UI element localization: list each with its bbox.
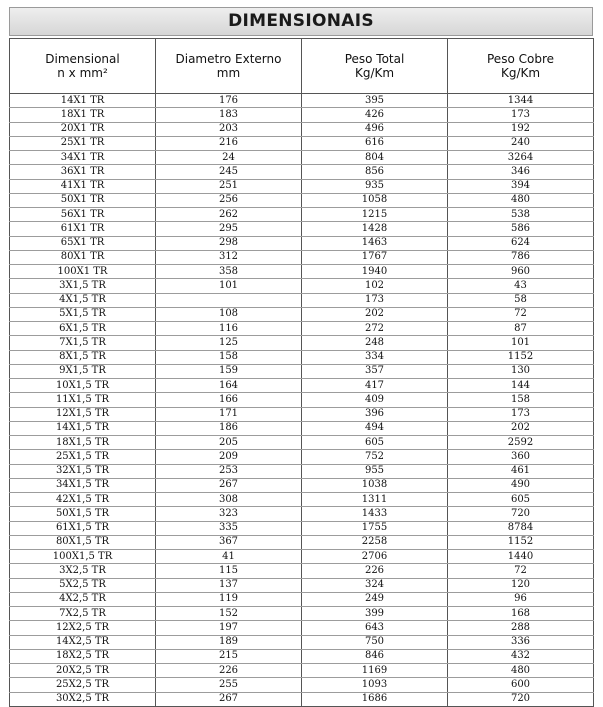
cell-dimensional: 5X2,5 TR: [10, 578, 156, 592]
cell-peso-total: 1428: [302, 222, 448, 236]
table-row: [10, 550, 594, 564]
cell-peso-cobre: 144: [448, 379, 594, 393]
cell-peso-total: 935: [302, 179, 448, 193]
table-row: [10, 236, 594, 250]
cell-dimensional: 25X1,5 TR: [10, 450, 156, 464]
cell-peso-cobre: 173: [448, 407, 594, 421]
cell-peso-total: 357: [302, 364, 448, 378]
table-row: [10, 407, 594, 421]
cell-diametro-externo: 197: [156, 621, 302, 635]
table-row: [10, 322, 594, 336]
table-row: [10, 265, 594, 279]
cell-peso-cobre: 346: [448, 165, 594, 179]
cell-dimensional: 25X2,5 TR: [10, 678, 156, 692]
cell-peso-total: 399: [302, 607, 448, 621]
cell-peso-cobre: 72: [448, 564, 594, 578]
cell-peso-cobre: 1440: [448, 550, 594, 564]
cell-dimensional: 9X1,5 TR: [10, 364, 156, 378]
table-row: [10, 307, 594, 321]
cell-diametro-externo: 245: [156, 165, 302, 179]
table-row: [10, 179, 594, 193]
cell-peso-total: 1463: [302, 236, 448, 250]
cell-peso-cobre: 168: [448, 607, 594, 621]
cell-dimensional: 18X1 TR: [10, 108, 156, 122]
table-row: [10, 649, 594, 663]
cell-peso-total: 426: [302, 108, 448, 122]
cell-dimensional: 3X2,5 TR: [10, 564, 156, 578]
cell-dimensional: 80X1,5 TR: [10, 535, 156, 549]
table-row: [10, 493, 594, 507]
cell-diametro-externo: 137: [156, 578, 302, 592]
cell-peso-cobre: 8784: [448, 521, 594, 535]
cell-peso-cobre: 1152: [448, 535, 594, 549]
cell-peso-total: 1767: [302, 250, 448, 264]
cell-peso-cobre: 480: [448, 664, 594, 678]
header-diametro-line2: mm: [216, 66, 241, 80]
cell-peso-total: 2706: [302, 550, 448, 564]
cell-peso-cobre: 624: [448, 236, 594, 250]
header-peso-total: [302, 39, 448, 94]
cell-dimensional: 80X1 TR: [10, 250, 156, 264]
cell-diametro-externo: 298: [156, 236, 302, 250]
header-diametro-line1: Diametro Externo: [175, 52, 282, 66]
cell-dimensional: 18X2,5 TR: [10, 649, 156, 663]
cell-diametro-externo: 216: [156, 136, 302, 150]
header-peso-total-line1: Peso Total: [344, 52, 405, 66]
cell-dimensional: 50X1,5 TR: [10, 507, 156, 521]
header-dimensional-line2: n x mm²: [57, 66, 108, 80]
cell-dimensional: 7X1,5 TR: [10, 336, 156, 350]
cell-peso-total: 750: [302, 635, 448, 649]
header-peso-cobre-line1: Peso Cobre: [487, 52, 554, 66]
cell-peso-total: 1169: [302, 664, 448, 678]
header-diametro-externo: [156, 39, 302, 94]
cell-diametro-externo: 209: [156, 450, 302, 464]
table-row: [10, 507, 594, 521]
cell-peso-total: 752: [302, 450, 448, 464]
cell-dimensional: 25X1 TR: [10, 136, 156, 150]
cell-peso-cobre: 192: [448, 122, 594, 136]
cell-dimensional: 50X1 TR: [10, 193, 156, 207]
cell-peso-cobre: 43: [448, 279, 594, 293]
table-row: [10, 250, 594, 264]
cell-peso-cobre: 202: [448, 421, 594, 435]
table-row: [10, 393, 594, 407]
cell-peso-cobre: 720: [448, 692, 594, 706]
cell-dimensional: 8X1,5 TR: [10, 350, 156, 364]
cell-peso-total: 846: [302, 649, 448, 663]
cell-peso-cobre: 240: [448, 136, 594, 150]
cell-diametro-externo: 152: [156, 607, 302, 621]
cell-peso-total: 1058: [302, 193, 448, 207]
cell-diametro-externo: 125: [156, 336, 302, 350]
cell-peso-total: 494: [302, 421, 448, 435]
cell-dimensional: 65X1 TR: [10, 236, 156, 250]
cell-diametro-externo: 159: [156, 364, 302, 378]
cell-peso-total: 1433: [302, 507, 448, 521]
cell-peso-cobre: 288: [448, 621, 594, 635]
cell-diametro-externo: 367: [156, 535, 302, 549]
table-row: [10, 464, 594, 478]
cell-peso-total: 409: [302, 393, 448, 407]
cell-dimensional: 20X1 TR: [10, 122, 156, 136]
cell-diametro-externo: 312: [156, 250, 302, 264]
cell-peso-cobre: 120: [448, 578, 594, 592]
cell-peso-total: 396: [302, 407, 448, 421]
cell-peso-cobre: 58: [448, 293, 594, 307]
cell-peso-cobre: 3264: [448, 151, 594, 165]
cell-peso-total: 226: [302, 564, 448, 578]
cell-dimensional: 14X1 TR: [10, 94, 156, 108]
cell-diametro-externo: 205: [156, 436, 302, 450]
cell-diametro-externo: 176: [156, 94, 302, 108]
cell-peso-cobre: 600: [448, 678, 594, 692]
table-row: [10, 592, 594, 606]
table-row: [10, 436, 594, 450]
table-row: [10, 165, 594, 179]
cell-peso-cobre: 432: [448, 649, 594, 663]
cell-diametro-externo: 119: [156, 592, 302, 606]
cell-dimensional: 100X1 TR: [10, 265, 156, 279]
header-peso-cobre: [448, 39, 594, 94]
cell-dimensional: 61X1,5 TR: [10, 521, 156, 535]
table-row: [10, 293, 594, 307]
cell-peso-total: 102: [302, 279, 448, 293]
cell-diametro-externo: 186: [156, 421, 302, 435]
header-row: [10, 39, 594, 94]
table-row: [10, 478, 594, 492]
cell-dimensional: 61X1 TR: [10, 222, 156, 236]
cell-dimensional: 20X2,5 TR: [10, 664, 156, 678]
cell-peso-total: 1093: [302, 678, 448, 692]
table-row: [10, 535, 594, 549]
cell-dimensional: 32X1,5 TR: [10, 464, 156, 478]
cell-diametro-externo: 189: [156, 635, 302, 649]
cell-diametro-externo: 308: [156, 493, 302, 507]
cell-peso-total: 1038: [302, 478, 448, 492]
cell-diametro-externo: 203: [156, 122, 302, 136]
cell-dimensional: 42X1,5 TR: [10, 493, 156, 507]
cell-peso-total: 272: [302, 322, 448, 336]
cell-peso-total: 1215: [302, 208, 448, 222]
cell-diametro-externo: 256: [156, 193, 302, 207]
cell-peso-cobre: 538: [448, 208, 594, 222]
cell-dimensional: 12X2,5 TR: [10, 621, 156, 635]
cell-peso-cobre: 1344: [448, 94, 594, 108]
header-dimensional-line1: Dimensional: [45, 52, 120, 66]
cell-peso-cobre: 173: [448, 108, 594, 122]
cell-diametro-externo: 164: [156, 379, 302, 393]
cell-peso-cobre: 336: [448, 635, 594, 649]
cell-peso-cobre: 605: [448, 493, 594, 507]
cell-peso-cobre: 96: [448, 592, 594, 606]
table-row: [10, 222, 594, 236]
table-title: DIMENSIONAIS: [9, 7, 593, 36]
cell-dimensional: 11X1,5 TR: [10, 393, 156, 407]
cell-peso-cobre: 586: [448, 222, 594, 236]
table-row: [10, 336, 594, 350]
cell-peso-cobre: 87: [448, 322, 594, 336]
table-row: [10, 364, 594, 378]
cell-diametro-externo: 226: [156, 664, 302, 678]
cell-dimensional: 36X1 TR: [10, 165, 156, 179]
cell-dimensional: 14X1,5 TR: [10, 421, 156, 435]
cell-dimensional: 4X2,5 TR: [10, 592, 156, 606]
cell-peso-total: 334: [302, 350, 448, 364]
cell-peso-cobre: 72: [448, 307, 594, 321]
cell-diametro-externo: 108: [156, 307, 302, 321]
cell-diametro-externo: [156, 293, 302, 307]
cell-peso-total: 417: [302, 379, 448, 393]
cell-peso-cobre: 130: [448, 364, 594, 378]
cell-peso-total: 643: [302, 621, 448, 635]
cell-peso-total: 605: [302, 436, 448, 450]
cell-peso-cobre: 2592: [448, 436, 594, 450]
cell-diametro-externo: 267: [156, 478, 302, 492]
cell-dimensional: 14X2,5 TR: [10, 635, 156, 649]
cell-diametro-externo: 158: [156, 350, 302, 364]
cell-peso-total: 804: [302, 151, 448, 165]
table-row: [10, 564, 594, 578]
cell-peso-cobre: 360: [448, 450, 594, 464]
cell-dimensional: 3X1,5 TR: [10, 279, 156, 293]
cell-peso-cobre: 1152: [448, 350, 594, 364]
cell-diametro-externo: 267: [156, 692, 302, 706]
cell-peso-total: 616: [302, 136, 448, 150]
cell-diametro-externo: 358: [156, 265, 302, 279]
table-body: [10, 94, 594, 707]
table-row: [10, 450, 594, 464]
table-row: [10, 151, 594, 165]
cell-dimensional: 4X1,5 TR: [10, 293, 156, 307]
cell-peso-total: 1686: [302, 692, 448, 706]
cell-peso-cobre: 158: [448, 393, 594, 407]
header-dimensional: [10, 39, 156, 94]
table-row: [10, 122, 594, 136]
cell-diametro-externo: 24: [156, 151, 302, 165]
table-row: [10, 635, 594, 649]
table-row: [10, 664, 594, 678]
table-row: [10, 108, 594, 122]
header-peso-total-line2: Kg/Km: [354, 66, 395, 80]
table-row: [10, 94, 594, 108]
table-row: [10, 678, 594, 692]
cell-peso-total: 955: [302, 464, 448, 478]
table-row: [10, 621, 594, 635]
cell-dimensional: 34X1,5 TR: [10, 478, 156, 492]
cell-peso-total: 2258: [302, 535, 448, 549]
cell-peso-cobre: 101: [448, 336, 594, 350]
cell-dimensional: 18X1,5 TR: [10, 436, 156, 450]
cell-peso-cobre: 490: [448, 478, 594, 492]
cell-peso-cobre: 960: [448, 265, 594, 279]
cell-diametro-externo: 41: [156, 550, 302, 564]
table-row: [10, 421, 594, 435]
cell-peso-total: 1940: [302, 265, 448, 279]
table-row: [10, 136, 594, 150]
cell-dimensional: 12X1,5 TR: [10, 407, 156, 421]
cell-diametro-externo: 253: [156, 464, 302, 478]
table-row: [10, 208, 594, 222]
cell-diametro-externo: 335: [156, 521, 302, 535]
cell-peso-cobre: 720: [448, 507, 594, 521]
cell-diametro-externo: 255: [156, 678, 302, 692]
cell-peso-cobre: 480: [448, 193, 594, 207]
cell-peso-cobre: 786: [448, 250, 594, 264]
cell-peso-total: 324: [302, 578, 448, 592]
cell-dimensional: 10X1,5 TR: [10, 379, 156, 393]
cell-diametro-externo: 262: [156, 208, 302, 222]
cell-diametro-externo: 171: [156, 407, 302, 421]
table-row: [10, 279, 594, 293]
cell-diametro-externo: 251: [156, 179, 302, 193]
cell-dimensional: 6X1,5 TR: [10, 322, 156, 336]
cell-peso-total: 249: [302, 592, 448, 606]
cell-diametro-externo: 215: [156, 649, 302, 663]
cell-peso-total: 496: [302, 122, 448, 136]
table-row: [10, 379, 594, 393]
cell-peso-cobre: 461: [448, 464, 594, 478]
cell-dimensional: 30X2,5 TR: [10, 692, 156, 706]
cell-dimensional: 56X1 TR: [10, 208, 156, 222]
cell-peso-total: 395: [302, 94, 448, 108]
header-peso-cobre-line2: Kg/Km: [500, 66, 541, 80]
cell-diametro-externo: 116: [156, 322, 302, 336]
table-row: [10, 521, 594, 535]
table-row: [10, 607, 594, 621]
cell-peso-total: 1755: [302, 521, 448, 535]
dimensions-table: [9, 38, 594, 707]
cell-peso-cobre: 394: [448, 179, 594, 193]
cell-diametro-externo: 101: [156, 279, 302, 293]
cell-peso-total: 173: [302, 293, 448, 307]
cell-diametro-externo: 323: [156, 507, 302, 521]
cell-peso-total: 202: [302, 307, 448, 321]
cell-dimensional: 41X1 TR: [10, 179, 156, 193]
cell-dimensional: 7X2,5 TR: [10, 607, 156, 621]
cell-peso-total: 1311: [302, 493, 448, 507]
dimensions-sheet: [9, 7, 593, 707]
cell-diametro-externo: 166: [156, 393, 302, 407]
cell-dimensional: 34X1 TR: [10, 151, 156, 165]
table-row: [10, 692, 594, 706]
table-row: [10, 350, 594, 364]
table-row: [10, 193, 594, 207]
table-row: [10, 578, 594, 592]
cell-diametro-externo: 295: [156, 222, 302, 236]
cell-diametro-externo: 183: [156, 108, 302, 122]
cell-dimensional: 100X1,5 TR: [10, 550, 156, 564]
cell-peso-total: 248: [302, 336, 448, 350]
cell-peso-total: 856: [302, 165, 448, 179]
cell-diametro-externo: 115: [156, 564, 302, 578]
cell-dimensional: 5X1,5 TR: [10, 307, 156, 321]
